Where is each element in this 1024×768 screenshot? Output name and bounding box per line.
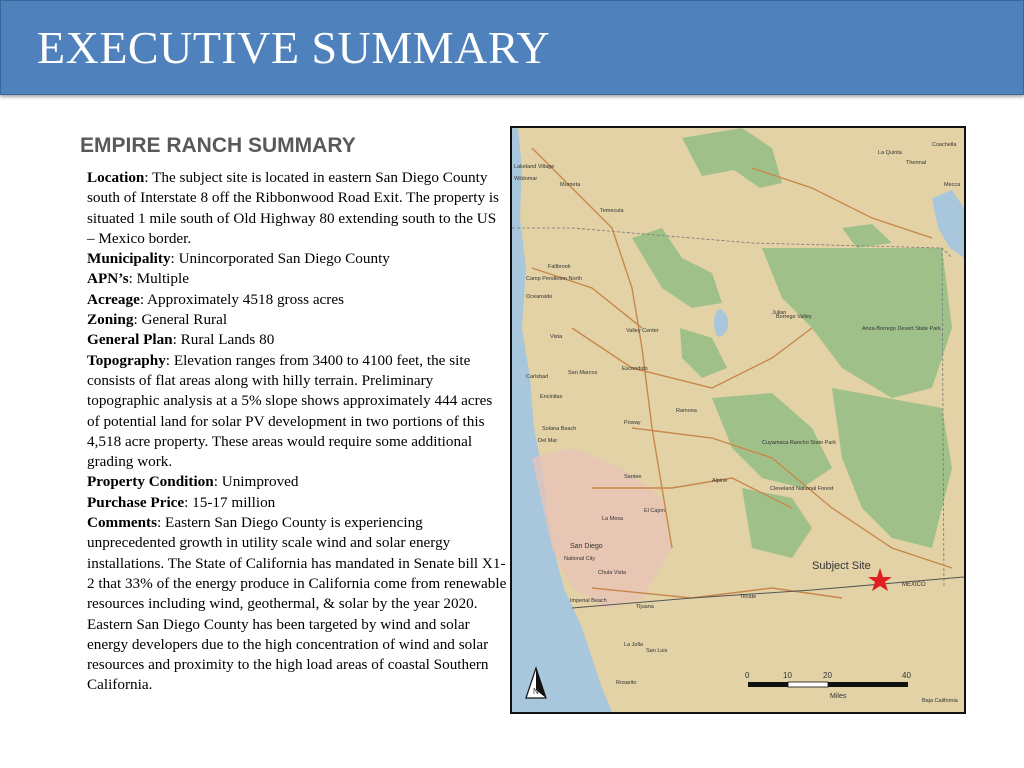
scale-label: 10 <box>783 671 792 680</box>
field-label: Municipality <box>87 250 171 268</box>
scale-label: 20 <box>823 671 832 680</box>
place-label: La Quinta <box>878 150 902 156</box>
place-label: Anza-Borrego Desert State Park <box>862 326 941 332</box>
place-label: La Mesa <box>602 516 624 522</box>
place-label: Carlsbad <box>526 374 549 380</box>
field-acreage <box>87 290 507 310</box>
field-general-plan <box>87 330 507 350</box>
place-label: Temecula <box>600 208 624 214</box>
title-bar <box>0 0 1024 95</box>
field-value: : General Rural <box>133 311 228 329</box>
field-value: : Approximately 4518 gross acres <box>139 290 345 308</box>
location-map <box>510 126 966 714</box>
place-label: Cleveland National Forest <box>770 486 834 492</box>
field-purchase-price <box>87 493 507 513</box>
field-topography <box>87 351 507 473</box>
field-label: Location <box>87 169 145 186</box>
place-label: Julian <box>772 310 787 316</box>
field-value: : The subject site is located in eastern San Diego County south of Interstate 8 off the Ribbonwood Road Exit. The property is situated 1 mile south of Old Highway 80 extending south to the US – Mexico border. <box>87 169 499 247</box>
field-label: General Plan <box>87 331 173 349</box>
subject-site-label: Subject Site <box>812 560 871 572</box>
place-label: Thermal <box>906 160 927 166</box>
place-label: Imperial Beach <box>570 598 607 604</box>
field-value: : Eastern San Diego County is experiencing unprecedented growth in utility scale wind and solar energy installations. The State of California has mandated in Senate bill X1-2 that 33% of the energy produce in California come from renewable resources including wind, geothermal, & solar by the year 2020. Eastern San Diego County has been targeted by wind and solar energy developers due to the high concentration of wind and solar resources and proximity to the high load areas of coastal Southern California. <box>87 514 507 694</box>
field-value: : Multiple <box>128 270 189 288</box>
scale-unit: Miles <box>830 693 847 700</box>
place-label: Rosarito <box>616 680 637 686</box>
place-label: Ramona <box>676 408 697 414</box>
place-label: Cuyamaca Rancho State Park <box>762 440 836 446</box>
place-label: Camp Pendleton North <box>526 276 582 282</box>
scale-label: 0 <box>745 671 750 680</box>
place-label: National City <box>564 556 596 562</box>
north-label: N <box>533 687 539 696</box>
place-label: Oceanside <box>526 294 553 300</box>
scale-label: 40 <box>902 671 911 680</box>
field-comments <box>87 513 507 696</box>
place-label: MEXICO <box>902 582 926 588</box>
place-label: Alpine <box>712 478 728 484</box>
place-label: Valley Center <box>626 328 659 334</box>
field-label: Comments <box>87 514 158 532</box>
place-label: El Cajon <box>644 508 665 514</box>
place-label: Chula Vista <box>598 570 627 576</box>
place-label: Lakeland Village <box>514 164 555 170</box>
field-location <box>87 168 507 249</box>
place-label: Coachella <box>932 142 957 148</box>
field-property-condition <box>87 472 507 492</box>
field-value: : Elevation ranges from 3400 to 4100 feet, the site consists of flat areas along with hilly terrain. Preliminary topographic analysis at a 5% slope shows approximately 444 acres of potential land for solar PV development in two portions of this 4,518 acre property. These areas would require some additional grading work. <box>87 351 493 471</box>
field-value: : 15-17 million <box>184 493 276 511</box>
place-label: Fallbrook <box>548 264 571 270</box>
summary-text <box>87 168 507 696</box>
place-label: Murrieta <box>560 182 581 188</box>
place-label: Santee <box>624 474 642 480</box>
section-heading: EMPIRE RANCH SUMMARY <box>80 134 356 157</box>
place-label: Poway <box>624 420 641 426</box>
place-label: Del Mar <box>538 438 558 444</box>
place-label: La Jolla <box>624 642 643 648</box>
place-label: Baja California <box>922 698 958 704</box>
map-graphic <box>512 128 964 712</box>
place-label: San Diego <box>570 543 603 550</box>
place-label: Solana Beach <box>542 426 577 432</box>
place-label: Wildomar <box>514 176 538 182</box>
field-municipality <box>87 249 507 269</box>
place-label: Tijuana <box>636 604 654 610</box>
page-title: EXECUTIVE SUMMARY <box>37 22 551 73</box>
field-zoning <box>87 310 507 330</box>
field-value: : Unincorporated San Diego County <box>170 250 390 268</box>
field-value: : Unimproved <box>213 473 299 491</box>
field-label: Acreage <box>87 290 140 308</box>
place-label: San Luis <box>646 648 668 654</box>
field-label: Zoning <box>87 311 134 329</box>
place-label: Mecca <box>944 182 961 188</box>
field-label: Topography <box>87 351 166 369</box>
place-label: Encinitas <box>540 394 563 400</box>
place-label: Tecate <box>740 594 757 600</box>
place-label: San Marcos <box>568 370 598 376</box>
field-apns <box>87 269 507 289</box>
field-label: Purchase Price <box>87 493 185 511</box>
field-label: APN’s <box>87 270 129 288</box>
place-label: Escondido <box>622 366 648 372</box>
field-value: : Rural Lands 80 <box>172 331 275 349</box>
place-label: Vista <box>550 334 563 340</box>
field-label: Property Condition <box>87 473 214 491</box>
place-label: Borrego Valley <box>776 314 812 320</box>
